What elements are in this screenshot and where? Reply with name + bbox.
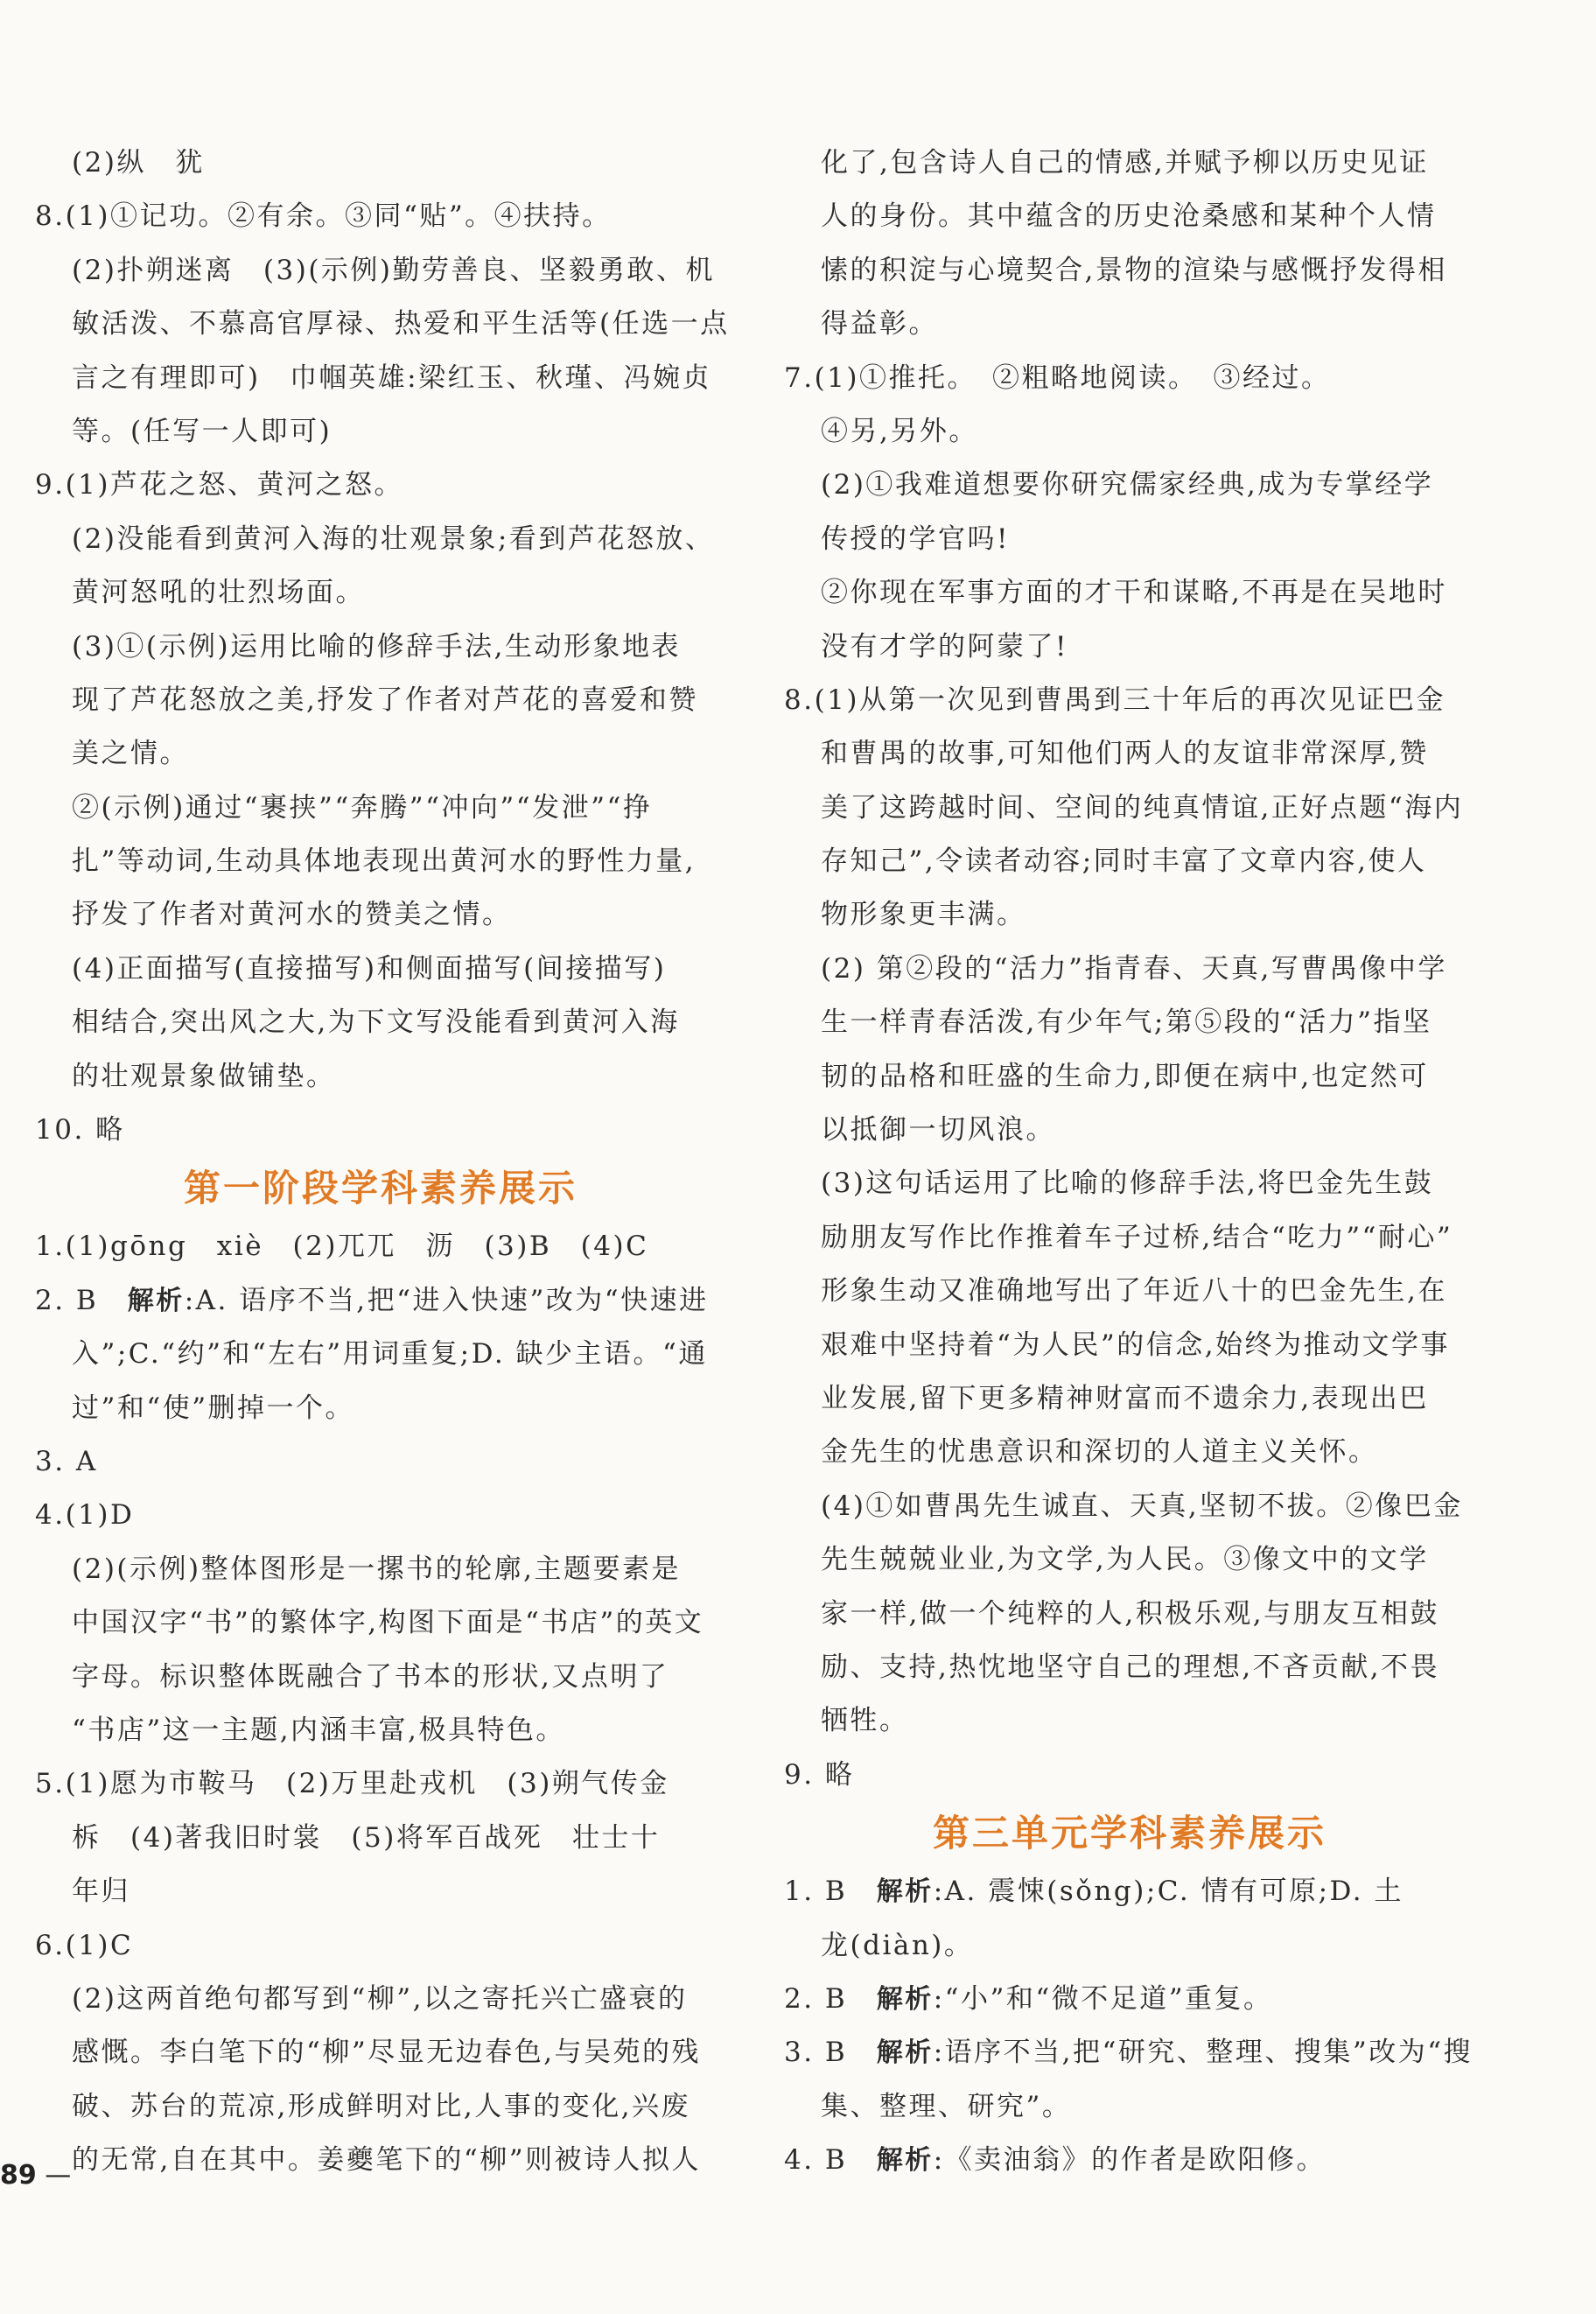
- analysis-text: :A. 语序不当,把“进入快速”改为“快速进: [184, 1284, 709, 1316]
- answer-line: 以抵御一切风浪。: [821, 1114, 1055, 1146]
- answer-line: 黄河怒吼的壮烈场面。: [72, 577, 365, 609]
- answer-line: (2)(示例)整体图形是一摞书的轮廓,主题要素是: [72, 1553, 681, 1585]
- answer-line: (3)这句话运用了比喻的修辞手法,将巴金先生鼓: [821, 1168, 1434, 1200]
- answer-line: (2) 第②段的“活力”指青春、天真,写曹禺像中学: [821, 952, 1447, 985]
- answer-line: 8.(1)①记功。②有余。③同“贴”。④扶持。: [35, 200, 612, 233]
- answer-line: ②你现在军事方面的才干和谋略,不再是在吴地时: [821, 577, 1447, 609]
- answer-line: 形象生动又准确地写出了年近八十的巴金先生,在: [821, 1275, 1447, 1308]
- answer-line: 化了,包含诗人自己的情感,并赋予柳以历史见证: [821, 147, 1429, 179]
- answer-line: 得益彰。: [821, 308, 938, 340]
- answer-line: (2)这两首绝句都写到“柳”,以之寄托兴亡盛衰的: [72, 1982, 688, 2015]
- analysis-label: 解析: [876, 2145, 934, 2177]
- answer-line: 9.(1)芦花之怒、黄河之怒。: [35, 469, 403, 501]
- analysis-text: :《卖油翁》的作者是欧阳修。: [933, 2144, 1326, 2177]
- answer-line: 存知己”,令读者动容;同时丰富了文章内容,使人: [821, 845, 1427, 878]
- answer-line: [35, 1274, 726, 1328]
- answer-line: (4)①如曹禺先生诚直、天真,坚韧不拔。②像巴金: [821, 1490, 1463, 1522]
- analysis-label: 解析: [876, 1983, 934, 2015]
- answer-line: [784, 1865, 1475, 1918]
- section-heading-stage-one: 第一阶段学科素养展示: [183, 1167, 578, 1210]
- answer-line: [784, 2026, 1475, 2079]
- analysis-text: :语序不当,把“研究、整理、搜集”改为“搜: [933, 2037, 1474, 2069]
- answer-line: ④另,另外。: [821, 415, 978, 447]
- answer-line: 10. 略: [35, 1114, 125, 1146]
- answer-number: 4. B: [784, 2144, 877, 2177]
- answer-line: 7.(1)①推托。 ②粗略地阅读。 ③经过。: [784, 361, 1331, 394]
- answer-line: 和曹禺的故事,可知他们两人的友谊非常深厚,赞: [821, 738, 1429, 770]
- section-heading-unit-three: 第三单元学科素养展示: [932, 1812, 1326, 1855]
- answer-line: 牺牲。: [821, 1705, 909, 1737]
- answer-line: (2)①我难道想要你研究儒家经典,成为专掌经学: [821, 469, 1434, 501]
- footer-dash: —: [36, 2160, 72, 2191]
- answer-line: (2)纵 犹: [72, 147, 205, 179]
- answer-line: 业发展,留下更多精神财富而不遗余力,表现出巴: [821, 1382, 1429, 1414]
- right-column: [784, 137, 1475, 2187]
- answer-line: 3. A: [35, 1445, 98, 1477]
- answer-line: 年归: [72, 1876, 130, 1908]
- answer-line: 美之情。: [72, 738, 189, 770]
- answer-line: 过”和“使”删掉一个。: [72, 1392, 355, 1424]
- answer-line: 的壮观景象做铺垫。: [72, 1060, 336, 1092]
- answer-line: 相结合,突出风之大,为下文写没能看到黄河入海: [72, 1006, 680, 1039]
- answer-line: 家一样,做一个纯粹的人,积极乐观,与朋友互相鼓: [821, 1597, 1440, 1630]
- answer-line: 4.(1)D: [35, 1499, 135, 1532]
- answer-line: 5.(1)愿为市鞍马 (2)万里赴戎机 (3)朔气传金: [35, 1768, 669, 1800]
- answer-line: 现了芦花怒放之美,抒发了作者对芦花的喜爱和赞: [72, 684, 698, 716]
- answer-line: 先生兢兢业业,为文学,为人民。③像文中的文学: [821, 1544, 1429, 1576]
- answer-line: (2)扑朔迷离 (3)(示例)勤劳善良、坚毅勇敢、机: [72, 254, 716, 286]
- answer-line: [784, 1973, 1475, 2026]
- answer-number: 3. B: [784, 2037, 877, 2069]
- answer-number: 2. B: [35, 1284, 128, 1316]
- answer-line: 金先生的忧患意识和深切的人道主义关怀。: [821, 1436, 1378, 1469]
- analysis-text: :“小”和“微不足道”重复。: [933, 1982, 1273, 2015]
- answer-line: 9. 略: [784, 1758, 855, 1791]
- answer-line: 柝 (4)著我旧时裳 (5)将军百战死 壮士十: [72, 1821, 661, 1854]
- answer-line: 物形象更丰满。: [821, 899, 1026, 931]
- answer-line: 入”;C.“约”和“左右”用词重复;D. 缺少主语。“通: [72, 1338, 708, 1371]
- answer-number: 2. B: [784, 1982, 877, 2015]
- page-number: 89: [0, 2160, 37, 2191]
- answer-line: 励、支持,热忱地坚守自己的理想,不吝贡献,不畏: [821, 1651, 1440, 1683]
- answer-line: 集、整理、研究”。: [821, 2090, 1072, 2122]
- page-footer: [0, 2160, 71, 2191]
- answer-line: (3)①(示例)运用比喻的修辞手法,生动形象地表: [72, 630, 681, 663]
- answer-line: 人的身份。其中蕴含的历史沧桑感和某种个人情: [821, 200, 1437, 233]
- answer-line: [784, 2134, 1475, 2187]
- answer-line: (4)正面描写(直接描写)和侧面描写(间接描写): [72, 952, 667, 985]
- left-column: [35, 137, 730, 2187]
- analysis-label: 解析: [876, 1876, 934, 1908]
- answer-line: 言之有理即可) 巾帼英雄:梁红玉、秋瑾、冯婉贞: [72, 361, 712, 394]
- answer-line: 破、苏台的荒凉,形成鲜明对比,人事的变化,兴废: [72, 2090, 691, 2122]
- answer-line: 没有才学的阿蒙了!: [821, 630, 1068, 663]
- answer-line: 8.(1)从第一次见到曹禺到三十年后的再次见证巴金: [784, 684, 1446, 716]
- answer-line: 传授的学官吗!: [821, 522, 1010, 555]
- answer-line: “书店”这一主题,内涵丰富,极具特色。: [72, 1714, 565, 1746]
- answer-line: 敏活泼、不慕高官厚禄、热爱和平生活等(任选一点: [72, 308, 730, 340]
- answer-line: 字母。标识整体既融合了书本的形状,又点明了: [72, 1660, 669, 1693]
- answer-line: 1.(1)gōng xiè (2)兀兀 沥 (3)B (4)C: [35, 1231, 649, 1263]
- answer-line: 扎”等动词,生动具体地表现出黄河水的野性力量,: [72, 845, 696, 878]
- answer-line: 韧的品格和旺盛的生命力,即便在病中,也定然可: [821, 1060, 1429, 1092]
- answer-line: 艰难中坚持着“为人民”的信念,始终为推动文学事: [821, 1329, 1451, 1361]
- answer-line: 抒发了作者对黄河水的赞美之情。: [72, 899, 512, 931]
- analysis-text: :A. 震悚(sǒng);C. 情有可原;D. 土: [933, 1876, 1404, 1908]
- answer-line: 愫的积淀与心境契合,景物的渲染与感慨抒发得相: [821, 254, 1447, 286]
- answer-line: 生一样青春活泼,有少年气;第⑤段的“活力”指坚: [821, 1006, 1432, 1039]
- answer-line: 美了这跨越时间、空间的纯真情谊,正好点题“海内: [821, 791, 1464, 824]
- analysis-label: 解析: [876, 2037, 934, 2069]
- answer-number: 1. B: [784, 1876, 877, 1908]
- answer-line: 感慨。李白笔下的“柳”尽显无边春色,与吴苑的残: [72, 2037, 702, 2069]
- answer-line: 励朋友写作比作推着车子过桥,结合“吃力”“耐心”: [821, 1221, 1453, 1253]
- answer-line: ②(示例)通过“裹挟”“奔腾”“冲向”“发泄”“挣: [72, 791, 653, 824]
- answer-line: (2)没能看到黄河入海的壮观景象;看到芦花怒放、: [72, 522, 715, 555]
- answer-line: 龙(diàn)。: [821, 1929, 974, 1961]
- answer-line: 6.(1)C: [35, 1929, 134, 1961]
- analysis-label: 解析: [127, 1285, 185, 1316]
- answer-line: 中国汉字“书”的繁体字,构图下面是“书店”的英文: [72, 1607, 704, 1639]
- answer-line: 等。(任写一人即可): [72, 415, 332, 447]
- answer-line: 的无常,自在其中。姜夔笔下的“柳”则被诗人拟人: [72, 2144, 702, 2177]
